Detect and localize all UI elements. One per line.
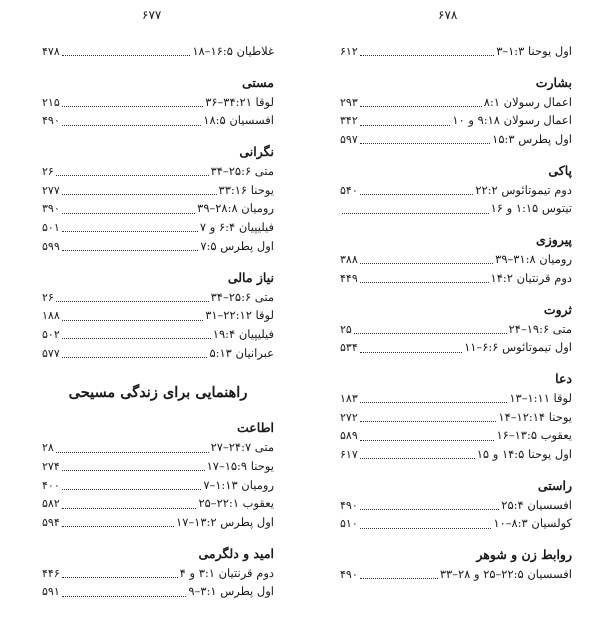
dot-leader [360,281,489,283]
dot-leader [360,351,462,353]
entry-reference: رومیان ۲۸:۸–۳۹ [197,201,274,216]
topic-heading: بشارت [535,74,572,90]
entry-reference: اول پطرس ۱۳:۲–۱۷ [176,515,274,529]
topic-heading: دعا [555,370,572,386]
entry-page-number: ۱۸۸ [42,309,60,323]
entry-page-number: ۴۷۸ [42,45,60,58]
entry-reference: اول پطرس ۱۵:۳ [492,132,572,147]
dot-leader [62,525,174,527]
index-entry [340,496,572,515]
index-entry [42,93,274,112]
entry-reference: دوم تیموتائوس ۲۲:۲ [475,182,572,197]
entry-page-number: ۵۰۱ [42,221,60,235]
topic-heading: اطاعت [237,420,274,436]
dot-leader [360,105,482,107]
entry-reference: دوم قرنتیان ۳:۱ و ۴ [179,565,274,580]
entry-page-number: ۴۰۰ [42,478,60,492]
dot-leader [62,193,217,195]
index-entry [340,320,572,339]
entry-reference: فیلیپیان ۶:۴ و ۷ [199,220,274,235]
entry-page-number: ۶۱۲ [340,45,358,58]
entry-page-number: ۴۹۰ [340,498,358,512]
entry-reference: تیتوس ۱:۱۵ و ۱۶ [490,201,572,216]
entry-reference: افسسیان ۲۵:۴ [501,497,572,512]
index-entry [42,199,274,218]
entry-reference: رومیان ۱:۱۳–۷ [203,477,274,492]
entry-page-number: ۳۴۲ [340,114,358,128]
topic-heading: روابط زن و شوهر [476,547,572,562]
entry-reference: یعقوب ۲۲:۱–۲۵ [198,496,274,511]
entry-page-number: ۲۶ [42,165,54,179]
entry-reference: فیلیپیان ۱۹:۴ [212,326,274,341]
section-title: راهنمایی برای زندگی مسیحی [68,384,248,402]
index-entry [42,476,274,495]
entry-page-number: ۵۴۰ [340,183,358,197]
index-entry [340,93,572,112]
dot-leader [360,457,475,459]
entry-reference: لوقا ۲۲:۱۲–۳۱ [205,308,274,323]
entry-reference: عبرانیان ۵:۱۳ [209,345,274,360]
dot-leader [360,193,474,195]
entry-page-number: ۵۰۲ [42,327,60,341]
index-entry [340,269,572,288]
entry-page-number: ۶۱۷ [340,447,358,461]
dot-leader [62,105,203,107]
topic-heading: پاکی [548,162,572,178]
index-entry [340,181,572,200]
index-entry [42,438,274,457]
dot-leader [56,451,209,453]
dot-leader [360,124,451,126]
entry-page-number: ۵۹۹ [42,239,60,253]
entry-reference: متی ۱۹:۶–۲۴ [508,321,572,336]
dot-leader [62,249,199,251]
entry-page-number: ۵۸۲ [42,497,60,511]
entry-reference: یعقوب ۱۳:۵–۱۶ [496,428,572,443]
dot-leader [360,262,493,264]
index-entry [42,181,274,200]
entry-reference: اول یوحنا ۱:۳–۳ [496,44,572,58]
dot-leader [360,401,508,403]
dot-leader [354,332,507,334]
dot-leader [62,356,208,358]
entry-page-number: ۵۷۷ [42,346,60,360]
entry-reference: اول تیموتائوس ۶:۶–۱۱ [464,340,572,355]
entry-reference: لوقا ۳۴:۲۱–۳۶ [205,94,274,109]
dot-leader [62,469,205,471]
dot-leader [360,420,497,422]
entry-reference: اول پطرس ۷:۵ [200,238,274,253]
dot-leader [360,142,490,144]
entry-page-number: ۱۸۳ [340,391,358,405]
entry-page-number: ۲۱۵ [42,95,60,109]
entry-reference: کولسیان ۸:۳–۱۰ [493,516,572,531]
index-entry [340,338,572,357]
dot-leader [56,300,209,302]
index-entry [42,111,274,130]
entry-reference: غلاطیان ۱۶:۵–۱۸ [192,44,274,58]
index-entry [42,513,274,532]
index-entry [42,325,274,344]
entry-reference: اول یوحنا ۱۴:۵ و ۱۵ [476,446,572,461]
dot-leader [360,54,494,56]
index-entry [340,250,572,269]
index-entry [42,162,274,181]
entry-reference: رومیان ۳۱:۸–۳۹ [495,252,572,267]
entry-page-number: ۴۴۶ [42,566,60,580]
entry-page-number: ۵۹۷ [340,133,358,147]
dot-leader [62,319,203,321]
index-entry [42,237,274,256]
entry-page-number: ۳۹۰ [42,202,60,216]
entry-reference: دوم قرنتیان ۱۴:۲ [490,270,572,285]
entry-page-number: ۴۹۰ [340,568,358,581]
dot-leader [360,527,492,529]
entry-reference: یوحنا ۳۳:۱۶ [218,182,274,197]
index-entry [340,199,572,218]
index-entry [340,426,572,445]
entry-reference: یوحنا ۱۲:۱۴–۱۴ [498,409,572,424]
entry-page-number: ۲۷۷ [42,183,60,197]
dot-leader [62,507,197,509]
entry-reference: افسسیان ۱۸:۵ [203,113,274,128]
entry-reference: اول پطرس ۳:۱–۹ [188,584,274,599]
index-column-left [42,42,274,601]
entry-reference: اعمال رسولان ۸:۱ [483,94,572,109]
index-entry [42,42,274,61]
index-entry [42,344,274,363]
index-entry [42,306,274,325]
entry-reference: یوحنا ۱۵:۹–۱۷ [206,458,274,473]
entry-page-number: ۵۳۴ [340,341,358,355]
entry-page-number: ۵۸۹ [340,429,358,443]
dot-leader [360,577,438,579]
entry-page-number: ۵۹۴ [42,516,60,529]
entry-page-number: ۲۹۳ [340,95,358,109]
dot-leader [62,595,187,597]
index-entry [42,457,274,476]
entry-reference: اعمال رسولان ۹:۱۸ و ۱۰ [452,113,572,128]
entry-page-number: ۲۷۲ [340,410,358,424]
index-entry [340,389,572,408]
entry-page-number: ۵۱۰ [340,517,358,531]
entry-page-number: ۲۵ [340,322,352,336]
index-entry [42,494,274,513]
topic-heading: امید و دلگرمی [198,545,274,561]
entry-page-number: ۲۶ [42,290,54,304]
entry-reference: متی ۲۴:۷–۲۷ [210,440,274,455]
topic-heading: نیاز مالی [227,269,274,285]
entry-page-number: ۳۸۸ [340,253,358,267]
entry-reference: متی ۲۵:۶–۳۴ [210,289,274,304]
entry-page-number: ۴۴۹ [340,271,358,285]
entry-page-number: ۲۷۴ [42,459,60,473]
dot-leader [62,230,198,232]
dot-leader [62,576,178,578]
index-column-right [340,42,572,584]
entry-page-number: ۴۹۰ [42,114,60,128]
dot-leader [360,508,500,510]
topic-heading: مستی [241,74,274,90]
topic-heading: ثروت [543,301,572,317]
index-entry [340,130,572,149]
index-entry [42,218,274,237]
index-entry [340,445,572,464]
entry-reference: متی ۲۵:۶–۳۴ [210,164,274,179]
index-entry [340,565,572,584]
dot-leader [62,337,211,339]
topic-heading: پیروزی [535,232,572,248]
dot-leader [62,488,202,490]
dot-leader [342,212,489,214]
dot-leader [360,439,495,441]
index-entry [340,514,572,533]
page-number-left: ۶۷۷ [142,8,162,22]
page-number-right: ۶۷۸ [438,8,458,22]
index-entry [340,111,572,130]
dot-leader [62,212,195,214]
dot-leader [62,124,202,126]
index-entry [42,582,274,601]
topic-heading: نگرانی [239,144,274,160]
index-entry [340,42,572,61]
index-entry [42,564,274,583]
dot-leader [62,54,191,56]
dot-leader [56,174,209,176]
entry-reference: لوقا ۱:۱۱–۱۳ [509,390,572,405]
entry-reference: افسسیان ۲۲:۵–۲۵ و ۲۸–۳۳ [439,567,572,581]
index-entry [340,408,572,427]
entry-page-number: ۲۸ [42,441,54,455]
topic-heading: راستی [537,477,572,493]
index-entry [42,288,274,307]
entry-page-number: ۵۹۱ [42,585,60,599]
